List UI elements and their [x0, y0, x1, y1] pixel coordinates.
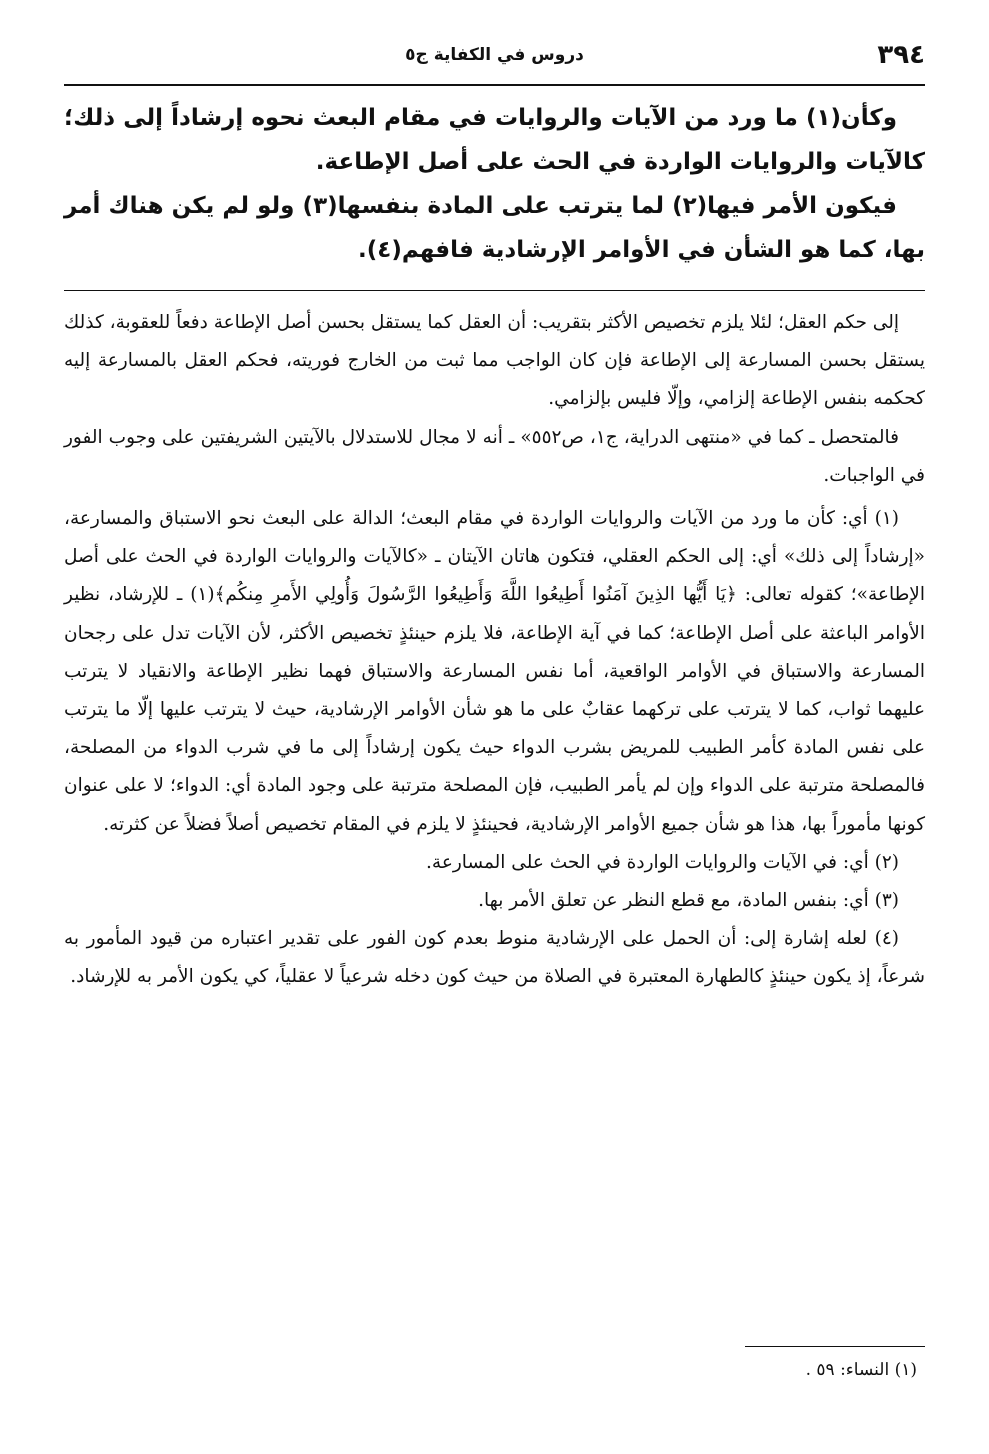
- header-divider: [64, 84, 925, 86]
- main-paragraph-1: وكأن(١) ما ورد من الآيات والروايات في مقام البعث نحوه إرشاداً إلى ذلك؛ كالآيات والروايات الواردة في الحث على أصل الإطاعة.: [64, 105, 925, 175]
- commentary-note-1: (١) أي: كأن ما ورد من الآيات والروايات الواردة في مقام البعث؛ الدالة على البعث نحو الاستباق والمسارعة، «إرشاداً إلى ذلك» أي: إلى الحكم العقلي، فتكون هاتان الآيتان ـ «كالآيات والروايات الواردة في الحث على أصل الإطاعة»؛ كقوله تعالى: ﴿يَا أَيُّها الذِينَ آمَنُوا أَطِيعُوا اللَّهَ وَأَطِيعُوا الرَّسُولَ وَأُولِي الأَمرِ مِنكُم﴾(١) ـ للإرشاد، نظير الأوامر الباعثة على أصل الإطاعة؛ كما في آية الإطاعة، فلا يلزم حينئذٍ تخصيص الأكثر، لأن الآيات تدل على رجحان المسارعة والاستباق في الأوامر الواقعية، أما نفس المسارعة والاستباق فهما نظير الإطاعة والانقياد لا يترتب عليهما ثواب، كما لا يترتب على تركهما عقابٌ على ما هو شأن الأوامر الإرشادية، حيث لا يترتب عليها إلّا ما يترتب على نفس المادة كأمر الطبيب للمريض بشرب الدواء حيث يكون إرشاداً إلى ما في شرب الدواء من المصلحة، فالمصلحة مترتبة على الدواء وإن لم يأمر الطبيب، فإن المصلحة مترتبة على وجود المادة أي: الدواء؛ لا على عنوان كونها مأموراً بها، هذا هو شأن جميع الأوامر الإرشادية، فحينئذٍ لا يلزم في المقام تخصيص أصلاً فضلاً عن كثرته.: [64, 508, 925, 835]
- page-header: [64, 40, 925, 82]
- main-text-divider: [64, 290, 925, 291]
- footnote-divider: [745, 1346, 925, 1347]
- commentary-block: [64, 304, 925, 997]
- commentary-paragraph-2: فالمتحصل ـ كما في «منتهى الدراية، ج١، ص٥٥٢» ـ أنه لا مجال للاستدلال بالآيتين الشريفتين على وجوب الفور في الواجبات.: [64, 426, 925, 486]
- footnote: (١) النساء: ٥٩ .: [805, 1360, 917, 1380]
- page-number: ٣٩٤: [877, 40, 925, 70]
- commentary-note-3: (٣) أي: بنفس المادة، مع قطع النظر عن تعلق الأمر بها.: [478, 890, 899, 912]
- commentary-note-2: (٢) أي: في الآيات والروايات الواردة في الحث على المسارعة.: [426, 851, 899, 873]
- commentary-note-4: (٤) لعله إشارة إلى: أن الحمل على الإرشادية منوط بعدم كون الفور على تقدير اعتباره من قيود المأمور به شرعاً، إذ يكون حينئذٍ كالطهارة المعتبرة في الصلاة من حيث كون دخله شرعياً لا عقلياً، كي يكون الأمر به للإرشاد.: [64, 928, 925, 988]
- main-text-block: [64, 96, 925, 272]
- main-paragraph-2: فيكون الأمر فيها(٢) لما يترتب على المادة بنفسها(٣) ولو لم يكن هناك أمر بها، كما هو الشأن في الأوامر الإرشادية فافهم(٤).: [64, 193, 925, 263]
- commentary-paragraph-1: إلى حكم العقل؛ لئلا يلزم تخصيص الأكثر بتقريب: أن العقل كما يستقل بحسن أصل الإطاعة دفعاً للعقوبة، كذلك يستقل بحسن المسارعة إلى الإطاعة فإن كان الواجب مما ثبت من الخارج فوريته، فحكم العقل بالمسارعة إليه كحكمه بنفس الإطاعة إلزامي، وإلّا فليس بإلزامي.: [64, 312, 925, 410]
- running-title: دروس في الكفاية ج٥: [405, 45, 584, 65]
